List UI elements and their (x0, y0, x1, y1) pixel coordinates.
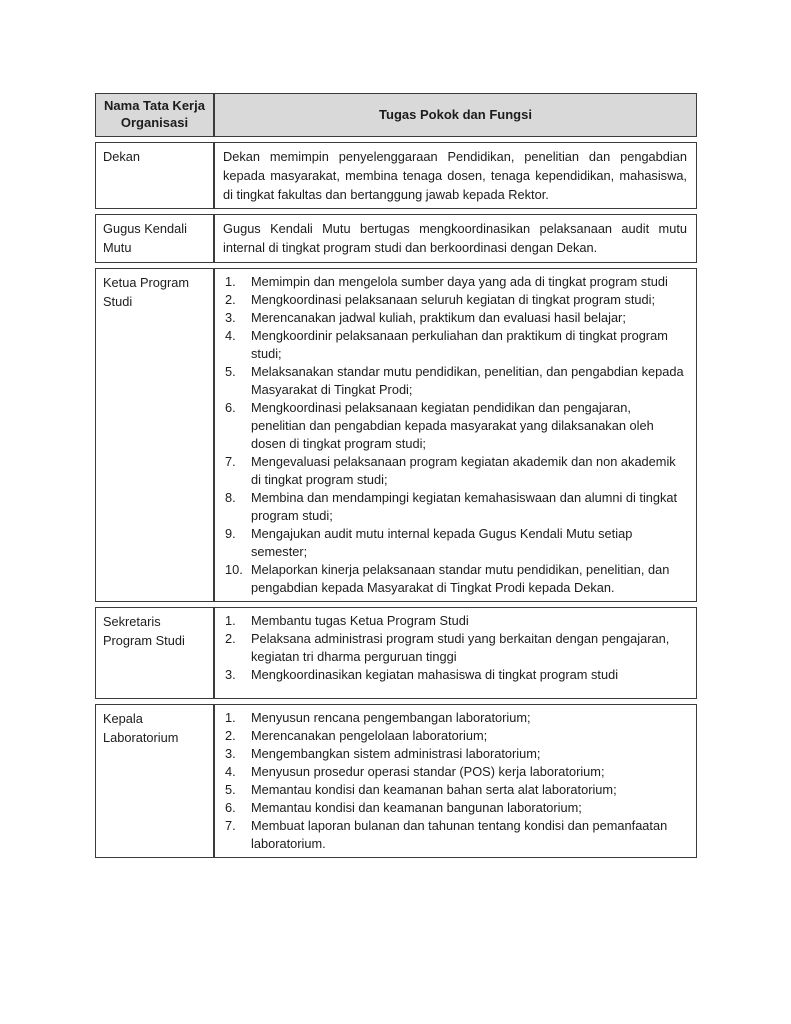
tasks-cell (214, 268, 697, 602)
task-item-number: 9. (225, 526, 236, 541)
org-tasks-table (95, 88, 697, 863)
task-item-text: Memantau kondisi dan keamanan bangunan laboratorium; (251, 800, 582, 815)
tasks-cell (214, 704, 697, 858)
task-list-item (223, 525, 687, 561)
task-item-number: 6. (225, 400, 236, 415)
task-item-number: 5. (225, 364, 236, 379)
table-row (95, 268, 697, 602)
task-list-item (223, 709, 687, 727)
task-item-text: Mengembangkan sistem administrasi laboratorium; (251, 746, 541, 761)
task-item-text: Melaporkan kinerja pelaksanaan standar mutu pendidikan, penelitian, dan pengabdian kepada Masyarakat di Tingkat Prodi kepada Dekan. (251, 562, 670, 595)
task-item-text: Merencanakan pengelolaan laboratorium; (251, 728, 488, 743)
task-item-number: 1. (225, 274, 236, 289)
task-paragraph: Gugus Kendali Mutu bertugas mengkoordinasikan pelaksanaan audit mutu internal di tingkat program studi dan berkoordinasi dengan Dekan. (223, 221, 687, 255)
table-row (95, 704, 697, 858)
task-item-number: 7. (225, 818, 236, 833)
org-name-cell: Gugus Kendali Mutu (95, 214, 214, 263)
task-item-text: Membuat laporan bulanan dan tahunan tentang kondisi dan pemanfaatan laboratorium. (251, 818, 668, 851)
task-item-text: Menyusun prosedur operasi standar (POS) kerja laboratorium; (251, 764, 605, 779)
task-list-item (223, 727, 687, 745)
task-item-number: 5. (225, 782, 236, 797)
task-list-item (223, 763, 687, 781)
task-item-text: Mengkoordinir pelaksanaan perkuliahan dan praktikum di tingkat program studi; (251, 328, 668, 361)
task-item-text: Mengkoordinasi pelaksanaan seluruh kegiatan di tingkat program studi; (251, 292, 656, 307)
task-list-item (223, 399, 687, 453)
table-header-row (95, 93, 697, 137)
column-header-tasks: Tugas Pokok dan Fungsi (214, 93, 697, 137)
task-item-number: 4. (225, 764, 236, 779)
task-item-number: 10. (225, 562, 243, 577)
task-item-number: 6. (225, 800, 236, 815)
task-item-text: Menyusun rencana pengembangan laboratorium; (251, 710, 531, 725)
task-item-number: 2. (225, 292, 236, 307)
task-item-text: Mengajukan audit mutu internal kepada Gugus Kendali Mutu setiap semester; (251, 526, 633, 559)
task-paragraph: Dekan memimpin penyelenggaraan Pendidikan, penelitian dan pengabdian kepada masyarakat, membina tenaga dosen, tenaga kependidikan, mahasiswa, di tingkat fakultas dan bertanggung jawab kepada Rektor. (223, 149, 687, 202)
task-item-text: Mengkoordinasikan kegiatan mahasiswa di tingkat program studi (251, 667, 619, 682)
task-list-item (223, 363, 687, 399)
table-row (95, 607, 697, 699)
task-item-number: 7. (225, 454, 236, 469)
org-name-cell: Dekan (95, 142, 214, 209)
tasks-cell (214, 607, 697, 699)
task-item-number: 1. (225, 710, 236, 725)
task-item-number: 3. (225, 310, 236, 325)
task-list-item (223, 630, 687, 666)
tasks-cell (214, 214, 697, 263)
task-item-text: Mengevaluasi pelaksanaan program kegiatan akademik dan non akademik di tingkat program studi; (251, 454, 676, 487)
task-list-item (223, 309, 687, 327)
column-header-organization: Nama Tata Kerja Organisasi (95, 93, 214, 137)
task-list-item (223, 273, 687, 291)
task-item-text: Merencanakan jadwal kuliah, praktikum dan evaluasi hasil belajar; (251, 310, 626, 325)
task-item-text: Mengkoordinasi pelaksanaan kegiatan pendidikan dan pengajaran, penelitian dan pengabdian kepada masyarakat yang dilaksanakan oleh dosen di tingkat program studi; (251, 400, 654, 451)
task-item-text: Memimpin dan mengelola sumber daya yang ada di tingkat program studi (251, 274, 668, 289)
task-item-text: Pelaksana administrasi program studi yang berkaitan dengan pengajaran, kegiatan tri dharma perguruan tinggi (251, 631, 670, 664)
task-item-text: Membantu tugas Ketua Program Studi (251, 613, 469, 628)
task-item-number: 4. (225, 328, 236, 343)
task-item-number: 1. (225, 613, 236, 628)
task-item-number: 3. (225, 667, 236, 682)
task-item-text: Membina dan mendampingi kegiatan kemahasiswaan dan alumni di tingkat program studi; (251, 490, 678, 523)
task-list-item (223, 612, 687, 630)
task-list-item (223, 489, 687, 525)
task-list-item (223, 745, 687, 763)
tasks-cell (214, 142, 697, 209)
task-list-item (223, 291, 687, 309)
org-name-cell: Ketua Program Studi (95, 268, 214, 602)
table-row (95, 142, 697, 209)
task-list-item (223, 561, 687, 597)
task-item-number: 2. (225, 631, 236, 646)
task-item-number: 3. (225, 746, 236, 761)
task-item-text: Melaksanakan standar mutu pendidikan, penelitian, dan pengabdian kepada Masyarakat di Tingkat Prodi; (251, 364, 684, 397)
task-list-item (223, 453, 687, 489)
task-list-item (223, 666, 687, 684)
task-list-item (223, 799, 687, 817)
task-item-number: 8. (225, 490, 236, 505)
task-list-item (223, 327, 687, 363)
org-name-cell: Sekretaris Program Studi (95, 607, 214, 699)
org-name-cell: Kepala Laboratorium (95, 704, 214, 858)
task-list-item (223, 781, 687, 799)
table-row (95, 214, 697, 263)
task-list-item (223, 817, 687, 853)
task-item-text: Memantau kondisi dan keamanan bahan serta alat laboratorium; (251, 782, 617, 797)
task-item-number: 2. (225, 728, 236, 743)
